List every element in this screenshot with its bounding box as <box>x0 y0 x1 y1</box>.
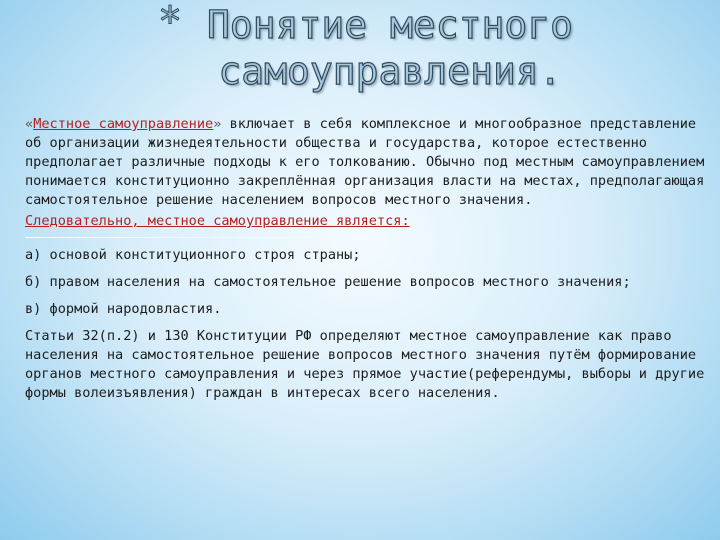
list-item-c: в) формой народовластия. <box>25 301 222 317</box>
intro-text: включает в себя комплексное и многообразное представление об организации жизнедеятельности общества и государства, которое естественно предполагает различные подходы к его толкованию. Обычно под местным самоуправлением понимается конституционно закреплённая организация власти на местах, предполагающая самостоятельное решение населением вопросов местного значения. <box>25 116 705 208</box>
intro-paragraph <box>25 115 715 210</box>
quote-close: » <box>213 116 222 132</box>
slide-content <box>25 115 715 403</box>
list-item-a: а) основой конституционного строя страны; <box>25 247 361 263</box>
title-line-1: Понятие местного <box>206 3 574 47</box>
page-title <box>150 2 630 94</box>
closing-paragraph: Статьи 32(п.2) и 130 Конституции РФ определяют местное самоуправление как право населения на самостоятельное решение вопросов местного значения путём формирование органов местного самоуправления и через прямое участие(референдумы, выборы и другие формы волеизъявления) граждан в интересах всего населения. <box>25 328 705 401</box>
quote-open: « <box>25 116 34 132</box>
list-item-b: б) правом населения на самостоятельное решение вопросов местного значения; <box>25 274 631 290</box>
title-star-icon: * <box>158 0 183 45</box>
conclusion-text: Следовательно, местное самоуправление является: <box>25 213 410 229</box>
divider <box>25 237 445 238</box>
term-link: Местное самоуправление <box>33 116 214 132</box>
title-line-2: самоуправления. <box>218 49 562 93</box>
conclusion-line <box>25 212 715 231</box>
